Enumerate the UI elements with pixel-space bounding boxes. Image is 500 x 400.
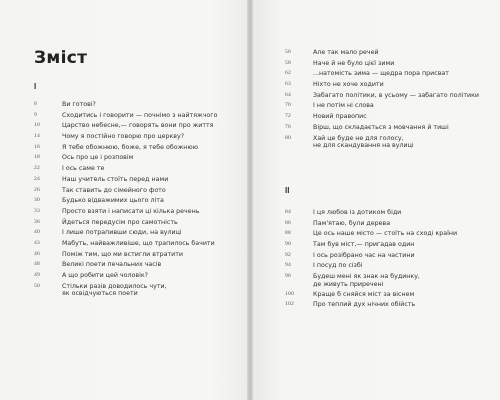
toc-entry — [34, 112, 239, 123]
page-number: 92 — [285, 251, 291, 258]
entry-title: Хай це буде не для голосу, не для скандування на вулиці — [313, 134, 414, 150]
toc-entry — [285, 135, 490, 153]
left-page — [0, 0, 247, 400]
toc-entry — [34, 283, 239, 301]
toc-entry — [285, 113, 490, 124]
toc-entry — [34, 261, 239, 272]
page-number: 48 — [34, 261, 40, 268]
page-number: 102 — [285, 301, 294, 308]
entry-title: І посуд по сізбі — [313, 262, 363, 270]
toc-entry — [34, 133, 239, 144]
page-number: 33 — [34, 207, 40, 214]
page-number: 8 — [34, 101, 37, 107]
entry-title: Вірш, що складається з мовчання й тиші — [313, 123, 449, 131]
entry-title: Наче й не було цієї зими — [313, 59, 395, 67]
toc-entry — [285, 70, 490, 81]
toc-entry — [34, 154, 239, 165]
page-number: 26 — [34, 186, 40, 193]
toc-entry — [34, 101, 239, 112]
toc-entry — [285, 60, 490, 71]
section-heading-1: I — [34, 82, 37, 91]
page-number: 63 — [285, 81, 291, 88]
entry-title: І ця любов із дотиком біди — [313, 209, 402, 216]
toc-list-section-1 — [34, 101, 239, 300]
toc-entry — [285, 291, 490, 302]
page-number: 18 — [34, 154, 40, 161]
page-number: 86 — [285, 219, 291, 226]
entry-title: Я тебе обожнюю, боже, я тебе обожнюю — [62, 143, 199, 151]
entry-title: І лише потрапивши сюди, на вулиці — [62, 229, 182, 237]
page-number: 62 — [285, 70, 291, 77]
page-number: 80 — [285, 134, 291, 141]
entry-title: Там був міст,— пригадав один — [313, 241, 415, 249]
page-number: 100 — [285, 290, 294, 297]
entry-title: Краще б сняйся міст за віснем — [313, 290, 415, 298]
entry-title: Забагато політики, в усьому — забагато політики — [313, 91, 480, 99]
entry-title: Це ось наше місто — стоїть на сході країни — [313, 230, 458, 238]
page-number: 58 — [285, 59, 291, 66]
toc-entry — [285, 81, 490, 92]
toc-entry — [285, 262, 490, 273]
toc-entry — [285, 92, 490, 103]
toc-entry — [34, 144, 239, 155]
page-number: 96 — [285, 273, 291, 280]
toc-entry — [285, 209, 490, 220]
toc-entry — [34, 229, 239, 240]
entry-title: Стільки разів доводилось чути, як освідчуються поети — [62, 282, 167, 298]
page-number: 50 — [34, 282, 40, 289]
right-page — [253, 0, 500, 400]
toc-entry — [34, 187, 239, 198]
entry-title: Йдеться передусім про самотність — [62, 218, 178, 226]
entry-title: Сходитись і говорити — почнімо з найтяжчого — [62, 111, 218, 119]
page-number: 30 — [34, 197, 40, 204]
toc-entry — [285, 49, 490, 60]
entry-title: Про теплий дух нічних обійсть — [313, 301, 416, 309]
toc-list-section-2 — [285, 209, 490, 312]
entry-title: І ось саме те — [62, 165, 105, 173]
entry-title: Поміж тим, що ми встигли втратити — [62, 250, 184, 258]
page-number: 72 — [285, 113, 291, 120]
toc-entry — [34, 122, 239, 133]
entry-title: Великі поети печальних часів — [62, 261, 162, 269]
toc-entry — [285, 273, 490, 291]
entry-title: Наш учитель стоїть перед нами — [62, 175, 169, 183]
page-number: 43 — [34, 239, 40, 246]
page-number: 40 — [34, 229, 40, 236]
section-heading-2: II — [285, 186, 290, 195]
entry-title: Будеш мені як знак на будинку, де живуть приречені — [313, 273, 420, 288]
page-number: 94 — [285, 262, 291, 269]
toc-entry — [285, 220, 490, 231]
toc-entry — [34, 251, 239, 262]
toc-entry — [34, 219, 239, 230]
entry-title: Мабуть, найважливіше, що трапилось бачити — [62, 239, 215, 247]
toc-entry — [34, 272, 239, 283]
page-number: 36 — [34, 218, 40, 225]
entry-title: Ви готові? — [62, 101, 96, 108]
entry-title: Ось про це і розповім — [62, 154, 134, 162]
page-number: 56 — [285, 49, 291, 55]
page-number: 22 — [34, 165, 40, 172]
page-number: 84 — [285, 209, 291, 215]
contents-title: Зміст — [34, 48, 88, 68]
page-number: 49 — [34, 272, 40, 278]
entry-title: Пам'ятаю, були дерева — [313, 219, 391, 227]
entry-title: ...натомість зима — щедра пора присват — [313, 70, 449, 78]
entry-title: І не потім ні слова — [313, 102, 374, 110]
toc-entry — [34, 208, 239, 219]
entry-title: Просто взяти і написати ці кілька речень — [62, 207, 200, 215]
toc-entry — [34, 165, 239, 176]
toc-entry — [34, 240, 239, 251]
page-number: 46 — [34, 250, 40, 257]
toc-entry — [34, 197, 239, 208]
page-number: 14 — [34, 133, 40, 140]
page-number: 24 — [34, 175, 40, 182]
toc-entry — [285, 230, 490, 241]
entry-title: Чому я постійно говорю про церкву? — [62, 133, 185, 141]
toc-entry — [285, 252, 490, 263]
entry-title: І ось розібрано час на частини — [313, 251, 415, 259]
page-number: 70 — [285, 102, 291, 109]
entry-title: А що робити цей чоловік? — [62, 272, 148, 279]
page-number: 88 — [285, 230, 291, 237]
page-number: 64 — [285, 91, 291, 98]
toc-entry — [285, 301, 490, 312]
entry-title: Але так мало речей — [313, 49, 379, 56]
toc-list-section-1-cont — [285, 49, 490, 152]
entry-title: Будько відважимих цього літа — [62, 197, 164, 205]
page-number: 9 — [34, 111, 37, 118]
entry-title: Ніхто не хоче ходити — [313, 81, 384, 89]
entry-title: Царство небесне,— говорять вони про життя — [62, 122, 214, 130]
toc-entry — [285, 124, 490, 135]
entry-title: Так ставить до сімейного фото — [62, 186, 166, 194]
toc-entry — [34, 176, 239, 187]
page-number: 10 — [34, 122, 40, 129]
page-number: 76 — [285, 123, 291, 130]
toc-entry — [285, 241, 490, 252]
toc-entry — [285, 102, 490, 113]
page-number: 90 — [285, 241, 291, 248]
entry-title: Новий правопис — [313, 113, 367, 121]
page-number: 16 — [34, 143, 40, 150]
